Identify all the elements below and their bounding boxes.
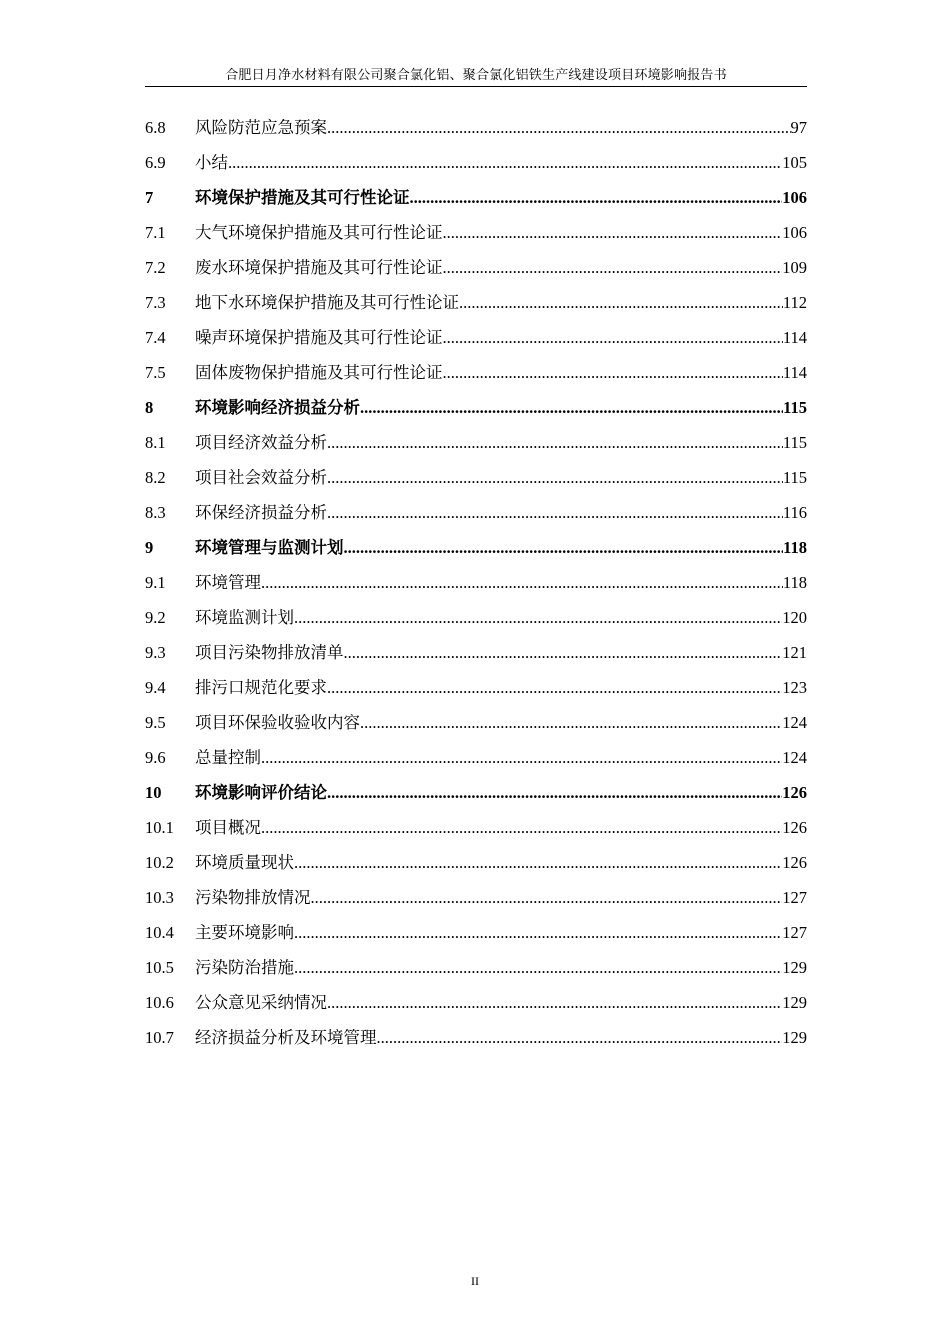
toc-dot-leader — [327, 670, 782, 705]
page-number: II — [471, 1274, 479, 1288]
toc-entry-title: 项目概况 — [195, 818, 261, 837]
toc-section-entry[interactable] — [145, 845, 807, 880]
toc-entry-title: 项目社会效益分析 — [195, 468, 327, 487]
toc-section-entry[interactable] — [145, 1020, 807, 1055]
toc-entry-title: 项目经济效益分析 — [195, 433, 327, 452]
toc-entry-page: 129 — [782, 958, 807, 977]
toc-section-entry[interactable] — [145, 215, 807, 250]
toc-entry-page: 118 — [783, 538, 807, 557]
toc-entry-title: 地下水环境保护措施及其可行性论证 — [195, 293, 459, 312]
toc-entry-number: 9.3 — [145, 643, 166, 662]
toc-dot-leader — [228, 145, 782, 180]
toc-entry-page: 124 — [782, 713, 807, 732]
toc-entry-number: 10.1 — [145, 818, 174, 837]
toc-entry-page: 118 — [782, 573, 807, 592]
toc-entry-page: 114 — [782, 363, 807, 382]
header-rule — [145, 86, 807, 87]
toc-entry-number: 7.1 — [145, 223, 166, 242]
toc-chapter-entry[interactable] — [145, 530, 807, 565]
toc-dot-leader — [327, 985, 782, 1020]
toc-entry-title: 项目污染物排放清单 — [195, 643, 344, 662]
toc-entry-page: 123 — [782, 678, 807, 697]
toc-entry-number: 10.2 — [145, 853, 174, 872]
toc-entry-number: 10 — [145, 783, 162, 802]
toc-chapter-entry[interactable] — [145, 390, 807, 425]
toc-section-entry[interactable] — [145, 810, 807, 845]
toc-entry-number: 9 — [145, 538, 154, 557]
toc-dot-leader — [443, 215, 783, 250]
toc-section-entry[interactable] — [145, 565, 807, 600]
toc-section-entry[interactable] — [145, 145, 807, 180]
toc-entry-page: 126 — [782, 818, 807, 837]
toc-dot-leader — [443, 355, 783, 390]
toc-entry-title: 环境影响评价结论 — [195, 783, 327, 802]
toc-entry-page: 105 — [782, 153, 807, 172]
toc-entry-number: 7.2 — [145, 258, 166, 277]
toc-entry-page: 115 — [782, 468, 807, 487]
toc-dot-leader — [344, 635, 783, 670]
toc-entry-page: 114 — [782, 328, 807, 347]
toc-dot-leader — [327, 425, 783, 460]
toc-entry-page: 115 — [783, 398, 807, 417]
toc-entry-title: 污染物排放情况 — [195, 888, 311, 907]
toc-entry-title: 主要环境影响 — [195, 923, 294, 942]
toc-dot-leader — [327, 495, 783, 530]
toc-entry-number: 8.3 — [145, 503, 166, 522]
toc-entry-title: 环境质量现状 — [195, 853, 294, 872]
toc-dot-leader — [410, 180, 783, 215]
toc-entry-page: 120 — [782, 608, 807, 627]
toc-entry-number: 7 — [145, 188, 154, 207]
toc-entry-number: 7.4 — [145, 328, 166, 347]
toc-section-entry[interactable] — [145, 495, 807, 530]
toc-section-entry[interactable] — [145, 880, 807, 915]
toc-entry-number: 8.1 — [145, 433, 166, 452]
toc-entry-page: 129 — [782, 993, 807, 1012]
toc-entry-number: 7.3 — [145, 293, 166, 312]
toc-dot-leader — [261, 740, 782, 775]
toc-dot-leader — [294, 845, 782, 880]
toc-dot-leader — [360, 705, 782, 740]
toc-entry-title: 环境管理 — [195, 573, 261, 592]
toc-entry-title: 经济损益分析及环境管理 — [195, 1028, 377, 1047]
toc-dot-leader — [327, 110, 791, 145]
toc-dot-leader — [294, 600, 782, 635]
toc-entry-title: 噪声环境保护措施及其可行性论证 — [195, 328, 443, 347]
toc-entry-number: 9.1 — [145, 573, 166, 592]
toc-dot-leader — [294, 950, 782, 985]
toc-entry-number: 10.7 — [145, 1028, 174, 1047]
toc-section-entry[interactable] — [145, 250, 807, 285]
toc-entry-title: 环境监测计划 — [195, 608, 294, 627]
toc-entry-number: 6.9 — [145, 153, 166, 172]
toc-dot-leader — [443, 320, 783, 355]
toc-dot-leader — [327, 775, 782, 810]
toc-entry-page: 126 — [782, 783, 807, 802]
toc-section-entry[interactable] — [145, 740, 807, 775]
toc-section-entry[interactable] — [145, 670, 807, 705]
toc-entry-page: 124 — [782, 748, 807, 767]
toc-entry-page: 112 — [782, 293, 807, 312]
toc-dot-leader — [360, 390, 783, 425]
toc-entry-page: 116 — [782, 503, 807, 522]
toc-entry-page: 129 — [782, 1028, 807, 1047]
toc-entry-title: 小结 — [195, 153, 228, 172]
toc-entry-number: 10.5 — [145, 958, 174, 977]
toc-entry-title: 固体废物保护措施及其可行性论证 — [195, 363, 443, 382]
toc-entry-page: 109 — [782, 258, 807, 277]
toc-section-entry[interactable] — [145, 110, 807, 145]
toc-entry-title: 风险防范应急预案 — [195, 118, 327, 137]
toc-entry-number: 8 — [145, 398, 154, 417]
toc-dot-leader — [459, 285, 783, 320]
toc-dot-leader — [311, 880, 783, 915]
toc-entry-title: 环境保护措施及其可行性论证 — [195, 188, 410, 207]
toc-dot-leader — [261, 565, 783, 600]
toc-entry-title: 环保经济损益分析 — [195, 503, 327, 522]
toc-section-entry[interactable] — [145, 355, 807, 390]
running-header: 合肥日月净水材料有限公司聚合氯化铝、聚合氯化铝铁生产线建设项目环境影响报告书 — [225, 68, 727, 83]
toc-entry-page: 106 — [782, 223, 807, 242]
toc-entry-page: 121 — [782, 643, 807, 662]
toc-section-entry[interactable] — [145, 635, 807, 670]
toc-entry-number: 9.5 — [145, 713, 166, 732]
toc-entry-title: 环境管理与监测计划 — [195, 538, 344, 557]
toc-chapter-entry[interactable] — [145, 775, 807, 810]
toc-entry-title: 公众意见采纳情况 — [195, 993, 327, 1012]
toc-entry-title: 总量控制 — [195, 748, 261, 767]
toc-entry-page: 127 — [782, 923, 807, 942]
toc-section-entry[interactable] — [145, 915, 807, 950]
toc-entry-number: 10.6 — [145, 993, 174, 1012]
toc-section-entry[interactable] — [145, 600, 807, 635]
toc-entry-title: 排污口规范化要求 — [195, 678, 327, 697]
toc-section-entry[interactable] — [145, 460, 807, 495]
toc-dot-leader — [344, 530, 784, 565]
toc-dot-leader — [443, 250, 783, 285]
toc-section-entry[interactable] — [145, 705, 807, 740]
table-of-contents — [145, 110, 807, 1055]
toc-entry-title: 污染防治措施 — [195, 958, 294, 977]
toc-entry-page: 127 — [782, 888, 807, 907]
toc-entry-page: 97 — [790, 118, 807, 137]
toc-chapter-entry[interactable] — [145, 180, 807, 215]
toc-entry-page: 126 — [782, 853, 807, 872]
toc-entry-number: 6.8 — [145, 118, 166, 137]
toc-entry-number: 10.3 — [145, 888, 174, 907]
toc-section-entry[interactable] — [145, 985, 807, 1020]
toc-entry-title: 项目环保验收验收内容 — [195, 713, 360, 732]
toc-entry-number: 9.2 — [145, 608, 166, 627]
toc-dot-leader — [294, 915, 782, 950]
toc-dot-leader — [327, 460, 783, 495]
toc-dot-leader — [377, 1020, 783, 1055]
toc-entry-page: 115 — [782, 433, 807, 452]
toc-entry-title: 废水环境保护措施及其可行性论证 — [195, 258, 443, 277]
toc-entry-number: 9.4 — [145, 678, 166, 697]
toc-entry-number: 7.5 — [145, 363, 166, 382]
toc-entry-number: 8.2 — [145, 468, 166, 487]
toc-section-entry[interactable] — [145, 285, 807, 320]
toc-entry-title: 大气环境保护措施及其可行性论证 — [195, 223, 443, 242]
toc-dot-leader — [261, 810, 782, 845]
toc-section-entry[interactable] — [145, 320, 807, 355]
toc-section-entry[interactable] — [145, 425, 807, 460]
toc-section-entry[interactable] — [145, 950, 807, 985]
toc-entry-page: 106 — [782, 188, 807, 207]
toc-entry-title: 环境影响经济损益分析 — [195, 398, 360, 417]
toc-entry-number: 10.4 — [145, 923, 174, 942]
toc-entry-number: 9.6 — [145, 748, 166, 767]
